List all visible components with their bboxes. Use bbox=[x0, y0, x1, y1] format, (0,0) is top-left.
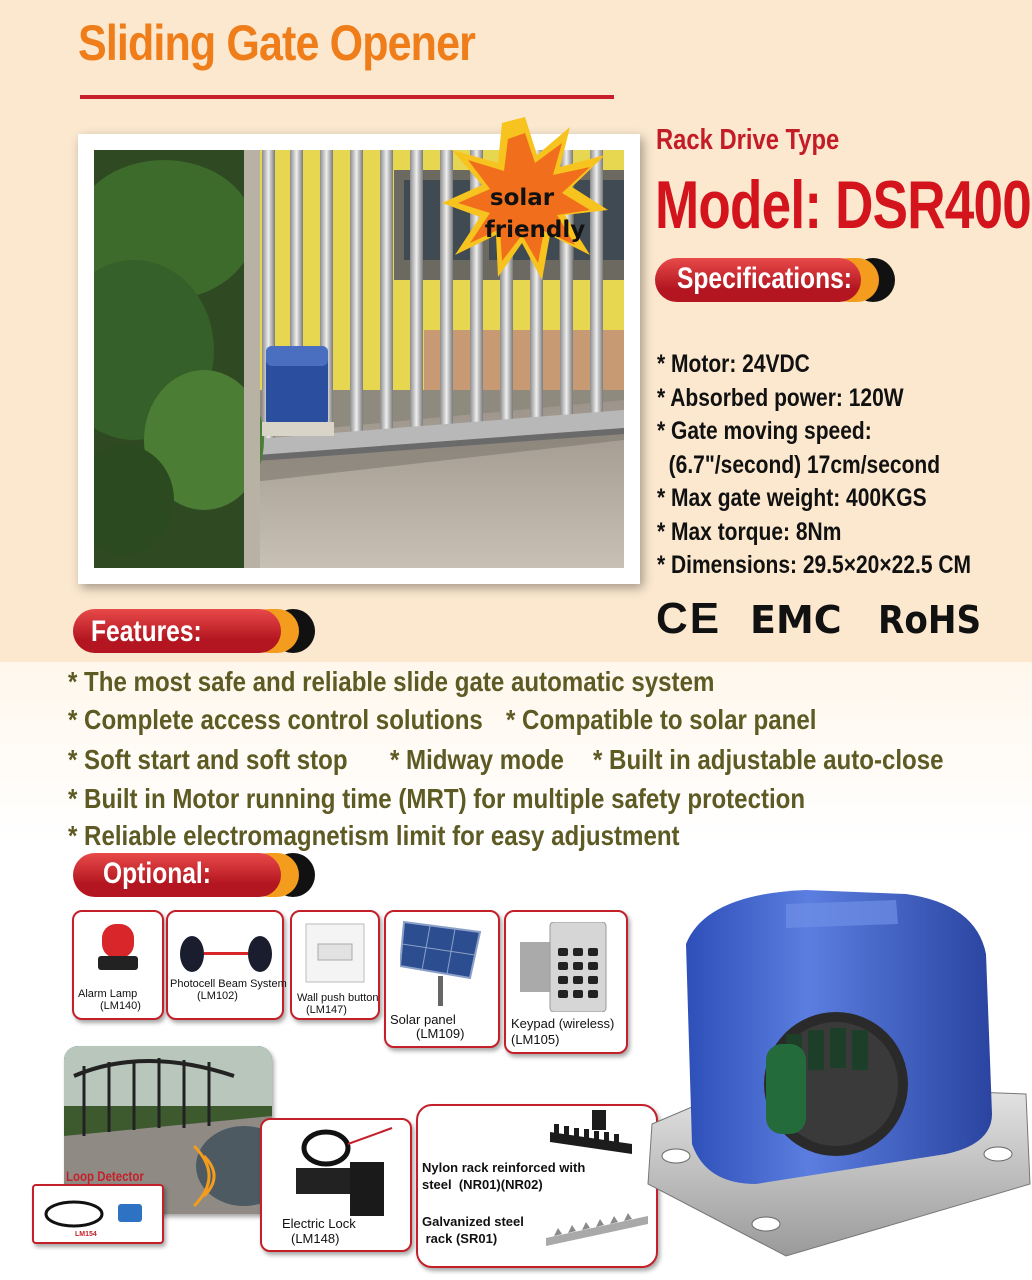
solar-panel-name: Solar panel bbox=[390, 1012, 456, 1027]
spec-torque: * Max torque: 8Nm bbox=[657, 517, 842, 546]
spec-motor: * Motor: 24VDC bbox=[657, 350, 810, 378]
steel-rack-line1: Galvanized steel bbox=[422, 1214, 524, 1229]
steel-rack-line2: rack (SR01) bbox=[422, 1231, 498, 1246]
photocell-card bbox=[166, 910, 284, 1020]
loop-detector-inset bbox=[32, 1184, 164, 1244]
page-title: Sliding Gate Opener bbox=[78, 15, 476, 71]
steel-rack-icon bbox=[544, 1212, 650, 1246]
nylon-rack-line2: steel (NR01)(NR02) bbox=[422, 1177, 543, 1192]
model-number: Model: DSR400 bbox=[655, 167, 1031, 243]
wall-button-icon bbox=[304, 922, 366, 984]
optional-heading bbox=[73, 853, 315, 897]
loop-detector-code: LM154 bbox=[75, 1231, 97, 1238]
electric-lock-icon bbox=[288, 1126, 398, 1218]
alarm-lamp-name: Alarm Lamp bbox=[78, 988, 138, 1000]
feature-7: * Built in Motor running time (MRT) for multiple safety protection bbox=[68, 783, 806, 814]
feature-2: * Complete access control solutions bbox=[68, 704, 483, 735]
loop-coil-icon bbox=[42, 1196, 154, 1232]
nylon-rack-line1: Nylon rack reinforced with bbox=[422, 1160, 586, 1175]
feature-5: * Midway mode bbox=[390, 744, 564, 775]
keypad-icon bbox=[520, 922, 610, 1012]
electric-lock-name: Electric Lock bbox=[282, 1216, 356, 1231]
optional-label: Optional: bbox=[103, 857, 211, 890]
spec-dimensions: * Dimensions: 29.5×20×22.5 CM bbox=[657, 551, 971, 579]
loop-detector-name: Loop Detector bbox=[66, 1168, 144, 1184]
solar-panel-icon bbox=[400, 918, 484, 1010]
badge-line2: friendly bbox=[484, 217, 586, 243]
title-underline bbox=[80, 95, 614, 99]
features-label: Features: bbox=[91, 615, 202, 648]
badge-line1: solar bbox=[489, 185, 555, 211]
specifications-heading bbox=[655, 258, 895, 302]
solar-friendly-burst bbox=[440, 115, 610, 285]
spec-speed: * Gate moving speed: bbox=[657, 417, 872, 445]
spec-list bbox=[657, 348, 1031, 583]
rohs-mark: RoHS bbox=[878, 598, 982, 642]
nylon-rack-icon bbox=[548, 1108, 638, 1160]
photocell-name: Photocell Beam System bbox=[170, 978, 287, 990]
feature-1: * The most safe and reliable slide gate automatic system bbox=[68, 666, 715, 697]
wall-button-code: (LM147) bbox=[306, 1004, 347, 1016]
feature-6: * Built in adjustable auto-close bbox=[593, 744, 944, 775]
feature-4: * Soft start and soft stop bbox=[68, 744, 348, 775]
gate-opener-motor-image bbox=[646, 884, 1032, 1264]
feature-3: * Compatible to solar panel bbox=[506, 704, 817, 735]
feature-8: * Reliable electromagnetism limit for easy adjustment bbox=[68, 820, 680, 851]
electric-lock-code: (LM148) bbox=[291, 1231, 340, 1246]
emc-mark: EMC bbox=[750, 598, 842, 642]
specifications-label: Specifications: bbox=[677, 262, 852, 295]
solar-panel-code: (LM109) bbox=[416, 1026, 465, 1041]
photocell-icon bbox=[178, 932, 274, 978]
wall-button-name: Wall push button bbox=[297, 992, 379, 1004]
keypad-code: (LM105) bbox=[511, 1032, 560, 1047]
rack-drive-type: Rack Drive Type bbox=[656, 124, 840, 156]
spec-speed-value: (6.7"/second) 17cm/second bbox=[657, 450, 941, 479]
alarm-lamp-code: (LM140) bbox=[100, 1000, 141, 1012]
alarm-lamp-icon bbox=[96, 920, 140, 974]
ce-mark: CE bbox=[656, 594, 722, 643]
features-heading bbox=[73, 609, 315, 653]
spec-weight: * Max gate weight: 400KGS bbox=[657, 484, 927, 512]
keypad-name: Keypad (wireless) bbox=[511, 1016, 615, 1031]
photocell-code: (LM102) bbox=[197, 990, 238, 1002]
spec-power: * Absorbed power: 120W bbox=[657, 383, 904, 412]
